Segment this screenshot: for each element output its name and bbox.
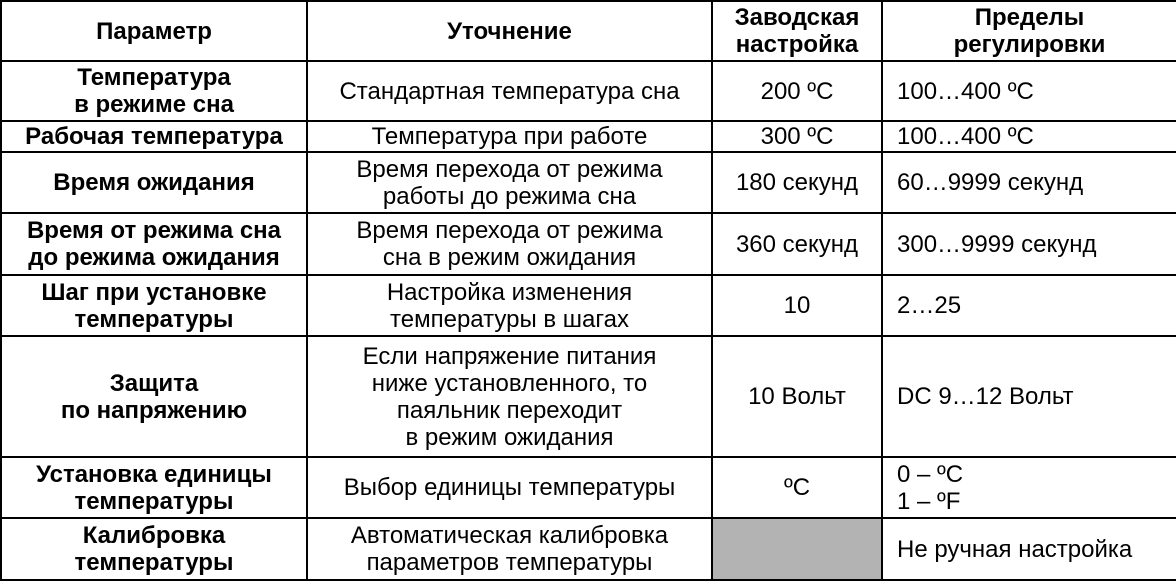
row-param: Время ожидания xyxy=(1,152,307,213)
row-param: Время от режима сна до режима ожидания xyxy=(1,213,307,275)
row-range: 100…400 ºC xyxy=(882,61,1176,121)
header-default: Заводская настройка xyxy=(712,1,882,61)
table-row xyxy=(1,61,1176,121)
row-default: 180 секунд xyxy=(712,152,882,213)
header-range: Пределы регулировки xyxy=(882,1,1176,61)
header-row xyxy=(1,1,1176,61)
row-range: 0 – ºC 1 – ºF xyxy=(882,457,1176,518)
row-param: Рабочая температура xyxy=(1,121,307,152)
row-default: 200 ºC xyxy=(712,61,882,121)
row-spec: Время перехода от режима сна в режим ожидания xyxy=(307,213,712,275)
row-default-empty xyxy=(712,518,882,580)
row-spec: Стандартная температура сна xyxy=(307,61,712,121)
row-param: Температура в режиме сна xyxy=(1,61,307,121)
row-spec: Выбор единицы температуры xyxy=(307,457,712,518)
row-default: 10 Вольт xyxy=(712,336,882,457)
row-range: DC 9…12 Вольт xyxy=(882,336,1176,457)
row-spec: Если напряжение питания ниже установленного, то паяльник переходит в режим ожидания xyxy=(307,336,712,457)
row-range: Не ручная настройка xyxy=(882,518,1176,580)
row-param: Защита по напряжению xyxy=(1,336,307,457)
row-spec: Настройка изменения температуры в шагах xyxy=(307,275,712,336)
row-default: ºC xyxy=(712,457,882,518)
table-row xyxy=(1,213,1176,275)
row-default: 10 xyxy=(712,275,882,336)
header-spec: Уточнение xyxy=(307,1,712,61)
row-spec: Автоматическая калибровка параметров температуры xyxy=(307,518,712,580)
row-default: 300 ºC xyxy=(712,121,882,152)
row-range: 2…25 xyxy=(882,275,1176,336)
row-param: Калибровка температуры xyxy=(1,518,307,580)
table-row xyxy=(1,457,1176,518)
row-param: Установка единицы температуры xyxy=(1,457,307,518)
row-range: 300…9999 секунд xyxy=(882,213,1176,275)
row-spec: Время перехода от режима работы до режима сна xyxy=(307,152,712,213)
table-row xyxy=(1,152,1176,213)
row-range: 60…9999 секунд xyxy=(882,152,1176,213)
table-row xyxy=(1,275,1176,336)
row-default: 360 секунд xyxy=(712,213,882,275)
row-param: Шаг при установке температуры xyxy=(1,275,307,336)
table-row xyxy=(1,518,1176,580)
table-row xyxy=(1,121,1176,152)
row-range: 100…400 ºC xyxy=(882,121,1176,152)
row-spec: Температура при работе xyxy=(307,121,712,152)
table-row xyxy=(1,336,1176,457)
header-param: Параметр xyxy=(1,1,307,61)
